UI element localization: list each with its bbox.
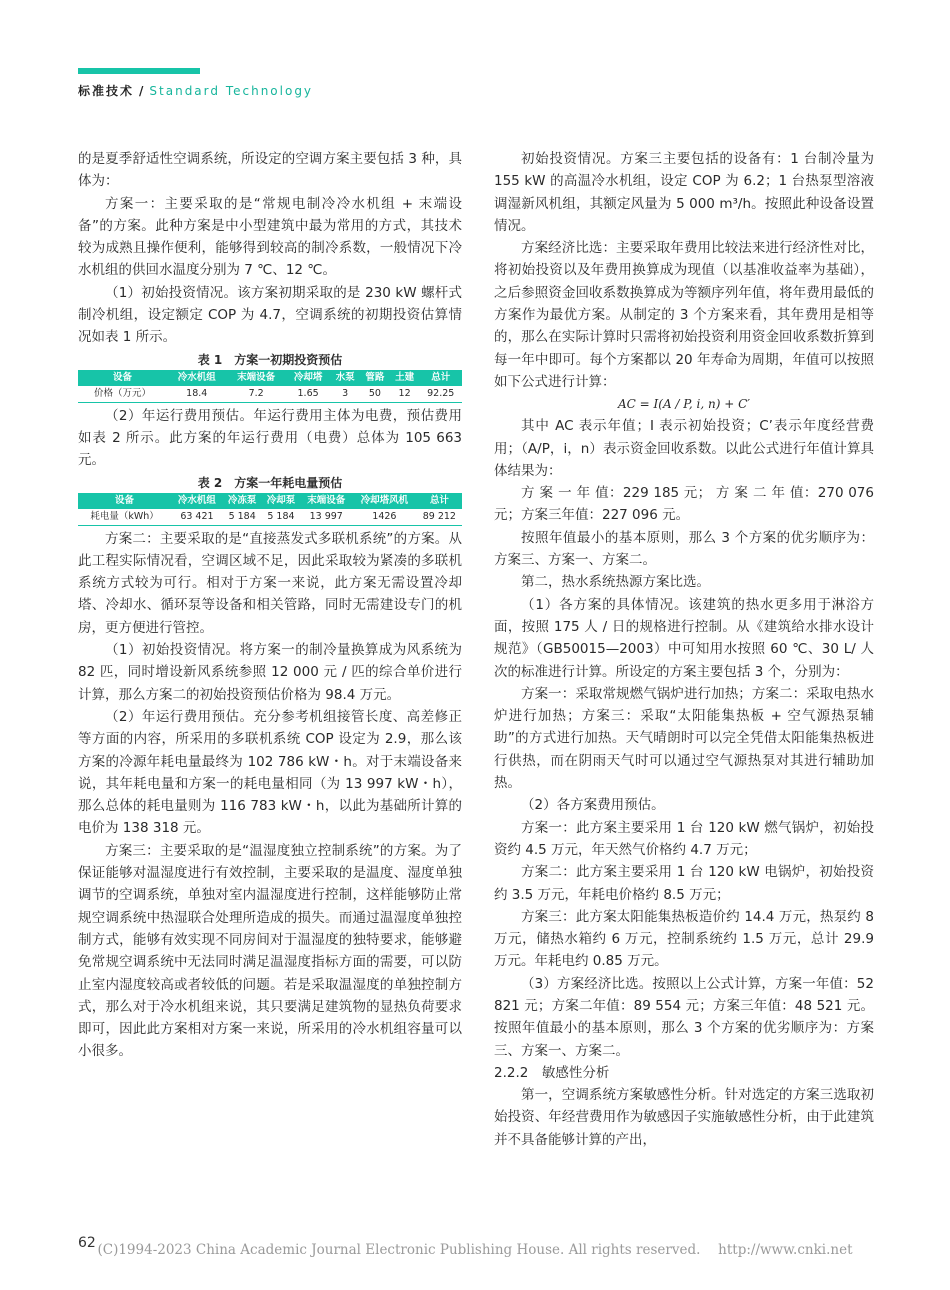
table-header-cell: 冷水机组	[171, 493, 223, 509]
page-number: 62	[78, 1235, 96, 1251]
table-header-cell: 冷却塔	[286, 370, 331, 386]
table-header-cell: 设备	[78, 370, 167, 386]
paragraph: （1）初始投资情况。将方案一的制冷量换算成为风系统为 82 匹，同时增设新风系统参照 12 000 元 / 匹的综合单价进行计算，那么方案二的初始投资预估价格为 98.4 万元。	[78, 642, 462, 703]
table-2	[78, 493, 462, 526]
table-header-cell: 水泵	[330, 370, 360, 386]
table-cell: 63 421	[180, 510, 214, 522]
paragraph: （2）各方案费用预估。	[521, 797, 665, 814]
header-separator: /	[139, 84, 145, 98]
paragraph: 方案二：主要采取的是“直接蒸发式多联机系统”的方案。从此工程实际情况看，空调区域不足，因此采取较为紧凑的多联机系统方式较为可行。相对于方案一来说，此方案无需设置冷却塔、冷却水、循环泵等设备和相关管路，同时无需建设专门的机房，更方便进行管控。	[78, 530, 462, 636]
copyright-footer: (C)1994-2023 China Academic Journal Electronic Publishing House. All rights reserved. http://www.cnki.net	[97, 1242, 853, 1258]
table-1-caption: 表 1 方案一初期投资预估	[197, 352, 343, 367]
paragraph: （3）方案经济比选。按照以上公式计算，方案一年值：52 821 元；方案二年值：89 554 元；方案三年值：48 521 元。按照年值最小的基本原则，那么 3 个方案的优劣顺序为：方案三、方案一、方案二。	[494, 975, 874, 1059]
paragraph: 方案经济比选：主要采取年费用比较法来进行经济性对比，将初始投资以及年费用换算成为现值（以基准收益率为基础），之后参照资金回收系数换算成为等额序列年值，将年费用最低的方案作为最优方案。从制定的 3 个方案来看，其年费用是相等的，那么在实际计算时只需将初始投资利用资金回收系数折算到每一年中即可。每个方案都以 20 年寿命为周期，年值可以按照如下公式进行计算：	[494, 240, 874, 390]
table-header-row	[78, 370, 462, 386]
paragraph: 方案一：采取常规燃气锅炉进行加热；方案二：采取电热水炉进行加热；方案三：采取“太阳能集热板 + 空气源热泵辅助”的方式进行加热。天气晴朗时可以完全凭借太阳能集热板进行供热，而在阴雨天气时可以通过空气源热泵对其进行辅助加热。	[494, 685, 874, 792]
paragraph: （2）年运行费用预估。年运行费用主体为电费，预估费用如表 2 所示。此方案的年运行费用（电费）总体为 105 663 元。	[78, 407, 462, 469]
paragraph: （2）年运行费用预估。充分参考机组接管长度、高差修正等方面的内容，所采用的多联机系统 COP 设定为 2.9，那么该方案的冷源年耗电量最终为 102 786 kW・h。对于末端设备来说，其年耗电量和方案一的耗电量相同（为 13 997 kW・h），那么总体的耗电量则为 116 783 kW・h，以此为基础所计算的电价为 138 318 元。	[78, 708, 462, 837]
table-header-cell: 冷冻泵	[223, 493, 262, 509]
paragraph: 初始投资情况。方案三主要包括的设备有：1 台制冷量为 155 kW 的高温冷水机组，设定 COP 为 6.2；1 台热泵型溶液调湿新风机组，其额定风量为 5 000 m³/h。按照此种设备设置情况。	[494, 151, 874, 234]
table-1	[78, 370, 462, 403]
table-cell: 50	[368, 387, 381, 399]
paragraph: 其中 AC 表示年值；I 表示初始投资；C’表示年度经营费用；（A/P，i，n）表示资金回收系数。以此公式进行年值计算具体结果为：	[494, 418, 874, 479]
paragraph: 的是夏季舒适性空调系统，所设定的空调方案主要包括 3 种，具体为：	[78, 151, 462, 190]
table-header-cell: 土建	[390, 370, 420, 386]
table-header-cell: 总计	[417, 493, 462, 509]
table-cell: 耗电量（kWh）	[90, 510, 159, 522]
paragraph: （1）各方案的具体情况。该建筑的热水更多用于淋浴方面，按照 175 人 / 日的规格进行控制。从《建筑给水排水设计规范》（GB50015—2003）中可知用水按照 60 ℃、30 L/ 人次的标准进行计算。所设定的方案主要包括 3 个，分别为：	[494, 596, 874, 680]
right-column	[494, 148, 874, 1151]
paragraph: （1）初始投资情况。该方案初期采取的是 230 kW 螺杆式制冷机组，设定额定 COP 为 4.7，空调系统的初期投资估算情况如表 1 所示。	[78, 284, 462, 346]
table-row	[78, 386, 462, 403]
paragraph: 方案一：此方案主要采用 1 台 120 kW 燃气锅炉，初始投资约 4.5 万元，年天然气价格约 4.7 万元；	[494, 819, 874, 858]
paragraph: 方案一：主要采取的是“常规电制冷冷水机组 + 末端设备”的方案。此种方案是中小型建筑中最为常用的方式，其技术较为成熟且操作便利，能够得到较高的制冷系数，一般情况下冷水机组的供回水温度分别为 7 ℃、12 ℃。	[78, 195, 462, 279]
table-header-cell: 末端设备	[226, 370, 285, 386]
header-section-en: Standard Technology	[149, 84, 314, 98]
header-section-cn: 标准技术	[78, 84, 135, 98]
table-cell: 12	[398, 387, 411, 399]
table-header-row	[78, 493, 462, 509]
table-2-caption: 表 2 方案一年耗电量预估	[197, 475, 343, 490]
table-cell: 5 184	[228, 510, 256, 522]
paragraph: 第一，空调系统方案敏感性分析。针对选定的方案三选取初始投资、年经营费用作为敏感因子实施敏感性分析，由于此建筑并不具备能够计算的产出，	[494, 1087, 874, 1148]
table-header-cell: 冷却泵	[262, 493, 301, 509]
table-header-cell: 末端设备	[300, 493, 352, 509]
section-heading: 2.2.2 敏感性分析	[494, 1064, 610, 1081]
table-cell: 7.2	[248, 387, 264, 399]
table-cell: 价格（万元）	[94, 387, 152, 399]
table-cell: 1.65	[297, 387, 319, 399]
paragraph: 第二，热水系统热源方案比选。	[521, 574, 710, 591]
paragraph: 方案二：此方案主要采用 1 台 120 kW 电锅炉，初始投资约 3.5 万元，年耗电价格约 8.5 万元；	[494, 864, 874, 903]
paragraph: 方 案 一 年 值：229 185 元； 方 案 二 年 值：270 076 元；方案三年值：227 096 元。	[494, 485, 874, 524]
paragraph: 方案三：主要采取的是“温湿度独立控制系统”的方案。为了保证能够对温湿度进行有效控制，主要采取的是温度、湿度单独调节的空调系统，单独对室内温湿度进行控制，这样能够防止常规空调系统中热湿联合处理所造成的损失。而通过温湿度单独控制方式，能够有效实现不同房间对于温湿度的独特要求，能够避免常规空调系统中无法同时满足温湿度指标方面的需要，可以防止室内湿度较高或者较低的问题。若是采取温湿度的单独控制方式，那么对于冷水机组来说，其只要满足建筑物的显热负荷要求即可，因此此方案相对方案一来说，所采用的冷水机组容量可以小很多。	[78, 842, 462, 1060]
table-cell: 1426	[372, 510, 397, 522]
table-cell: 5 184	[267, 510, 295, 522]
table-header-cell: 冷却塔风机	[352, 493, 417, 509]
left-column	[78, 148, 462, 1063]
table-row	[78, 509, 462, 526]
table-cell: 13 997	[309, 510, 343, 522]
table-header-cell: 总计	[419, 370, 462, 386]
header-accent-bar	[78, 68, 200, 74]
table-header-cell: 管路	[360, 370, 390, 386]
table-header-cell: 冷水机组	[167, 370, 226, 386]
table-header-cell: 设备	[78, 493, 171, 509]
paragraph: 方案三：此方案太阳能集热板造价约 14.4 万元，热泵约 8 万元，储热水箱约 6 万元，控制系统约 1.5 万元，总计 29.9 万元。年耗电约 0.85 万元。	[494, 908, 874, 970]
table-cell: 89 212	[422, 510, 456, 522]
equation: AC = I(A / P, i, n) + C′	[617, 397, 751, 412]
paragraph: 按照年值最小的基本原则，那么 3 个方案的优劣顺序为：方案三、方案一、方案二。	[494, 529, 874, 569]
table-cell: 18.4	[186, 387, 208, 399]
running-header	[78, 82, 313, 99]
table-cell: 3	[342, 387, 349, 399]
table-cell: 92.25	[427, 387, 455, 399]
